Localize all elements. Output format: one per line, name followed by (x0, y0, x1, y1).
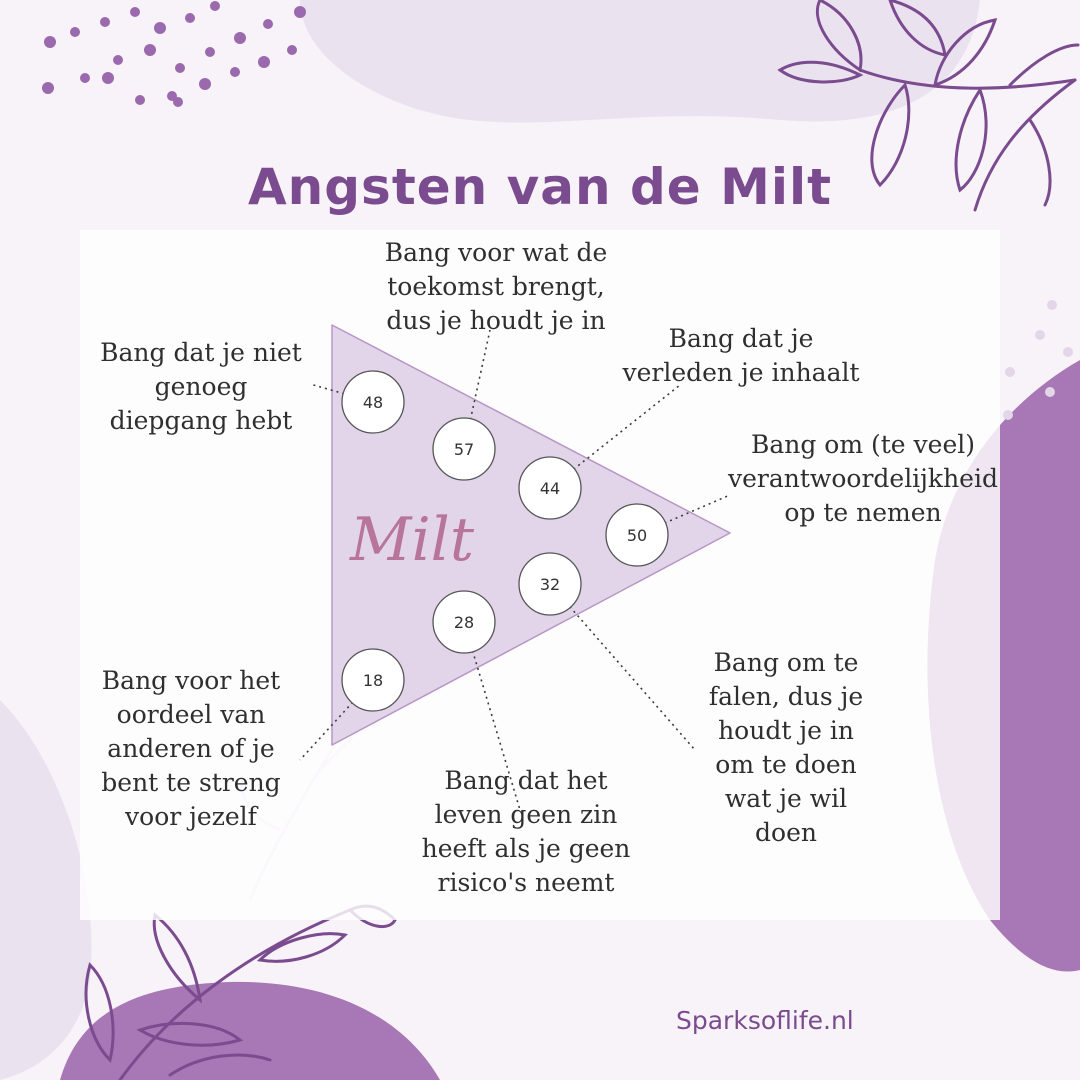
point-number-44: 44 (539, 479, 561, 498)
label-18: Bang voor het oordeel van anderen of je bent te streng voor jezelf (101, 666, 281, 831)
point-number-48: 48 (362, 393, 384, 412)
label-57: Bang voor wat de toekomst brengt, dus je houdt je in (384, 238, 608, 335)
footer-website: Sparksoflife.nl (676, 1006, 854, 1035)
point-circle-48 (342, 371, 404, 433)
point-circle-50 (606, 504, 668, 566)
point-number-57: 57 (453, 440, 475, 459)
point-circle-18 (342, 649, 404, 711)
point-number-18: 18 (362, 671, 384, 690)
label-48: Bang dat je niet genoeg diepgang hebt (100, 338, 302, 435)
point-circle-28 (433, 591, 495, 653)
page-title: Angsten van de Milt (247, 158, 833, 216)
point-number-28: 28 (453, 613, 475, 632)
label-32: Bang om te falen, dus je houdt je in om te doen wat je wil doen (708, 648, 864, 847)
label-44: Bang dat je verleden je inhaalt (622, 324, 860, 387)
label-50: Bang om (te veel) verantwoordelijkheid op te nemen (728, 430, 998, 527)
label-28: Bang dat het leven geen zin heeft als je geen risico's neemt (421, 766, 631, 897)
point-number-32: 32 (539, 575, 561, 594)
point-circle-44 (519, 457, 581, 519)
point-circle-57 (433, 418, 495, 480)
point-number-50: 50 (626, 526, 648, 545)
organ-label: Milt (350, 505, 474, 575)
point-circle-32 (519, 553, 581, 615)
